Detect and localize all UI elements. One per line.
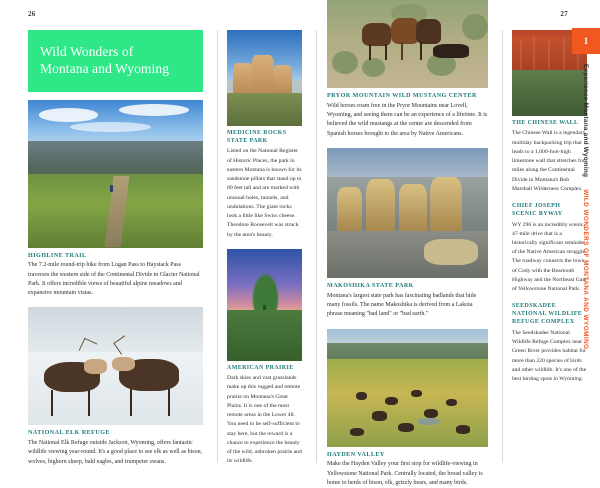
badlands-hoodoos-photo (327, 148, 488, 278)
entry-heading: THE CHINESE WALL (512, 120, 579, 126)
entry-medicine-rocks (227, 30, 302, 240)
side-tab-section-label: WILD WONDERS OF MONTANA AND WYOMING (582, 189, 590, 350)
entry-body: Make the Hayden Valley your first stop for wildlife-viewing in Yellowstone National Park. Centrally located, the broad valley is home to herds of bison, elk, grizzly bears, and many birds. (327, 461, 483, 486)
entry-heading: AMERICAN PRAIRIE (227, 364, 294, 371)
lone-tree-prairie-dusk-photo (227, 249, 302, 361)
entry-body: The Seedskadee National Wildlife Refuge Complex near Green River provides habitat for more than 220 species of birds and other wildlife. It's one of the best birding spots in Wyoming. (512, 329, 587, 382)
page-title-line-2: Montana and Wyoming (40, 61, 170, 77)
entry-body: Wild horses roam free in the Pryor Mountains near Lovell, Wyoming, and seeing them can be an experience of a lifetime. It is believed the wild mustangs at the center are descended from Spanish horses brought to the area by Native Americans. (327, 102, 488, 137)
sandstone-pillars-photo (227, 30, 302, 126)
entry-makoshika-state-park (327, 148, 488, 320)
side-tab-rail (572, 62, 600, 402)
wild-mustangs-photo (327, 0, 488, 88)
entry-heading: MAKOSHIKA STATE PARK (327, 282, 414, 289)
column-3 (316, 30, 488, 486)
entry-heading: PRYOR MOUNTAIN WILD MUSTANG CENTER (327, 93, 477, 99)
entry-highline-trail (28, 100, 203, 299)
hayden-valley-bison-photo (327, 329, 488, 447)
column-1 (28, 30, 203, 463)
entry-body: Montana's largest state park has fascinating badlands that hide many fossils. The name Makoshika is derived from a Lakota phrase meaning "bad land" or "bad earth." (327, 292, 477, 318)
entry-body: Listed on the National Register of Historic Places, the park in eastern Montana is known for its sandstone pillars that stand up to 80 feet tall and are marked with unusual holes, tunnels, and undulations. The giant rocks look a little like Swiss cheese. Theodore Roosevelt was struck by the area's beauty. (227, 148, 302, 238)
entry-hayden-valley (327, 329, 488, 488)
entry-body: Dark skies and vast grasslands make up this rugged and remote prairie on Montana's Great Plains. It is one of the most remote areas in the Lower 48. You need to be self-sufficient to stay here, but the reward is a chance to experience the beauty of the wild, unbroken prairie and its wildlife. (227, 375, 302, 465)
entry-body: The National Elk Refuge outside Jackson, Wyoming, offers fantastic wildlife viewing year-round. It's a good place to see elk as well as bison, wolves, bighorn sheep, bald eagles, and trumpeter swans. (28, 440, 203, 465)
entry-heading: CHIEF JOSEPH SCENIC BYWAY (512, 203, 563, 218)
side-tab-text (572, 62, 600, 402)
page-number-left: 26 (28, 10, 36, 18)
elk-in-snow-photo (28, 307, 203, 425)
page-number-right: 27 (560, 10, 568, 18)
entry-heading: MEDICINE ROCKS STATE PARK (227, 130, 287, 144)
entry-heading: NATIONAL ELK REFUGE (28, 430, 110, 437)
entry-heading: SEEDSKADEE NATIONAL WILDLIFE REFUGE COMPLEX (512, 303, 583, 326)
entry-heading: HIGHLINE TRAIL (28, 252, 87, 259)
entry-pryor-mountain-mustang-center (327, 0, 488, 139)
chapter-number-badge: 1 (572, 28, 600, 54)
alpine-meadow-hiker-photo (28, 100, 203, 248)
entry-body: The Chinese Wall is a legendary multiday backpacking trip that leads to a 1,000-foot-high limestone wall that stretches for miles along the Continental Divide in Montana's Bob Marshall Wilderness Complex. (512, 130, 586, 192)
side-tab-chapter-label: Experience Montana and Wyoming (582, 64, 590, 178)
entry-body: The 7.2-mile round-trip hike from Logan Pass to Haystack Pass traverses the western side of the Continental Divide in Glacier National Park. It offers incredible views of beautiful alpine meadows and expansive mountain vistas. (28, 262, 200, 297)
column-grid (0, 30, 600, 486)
entry-heading: HAYDEN VALLEY (327, 451, 385, 458)
chapter-side-tab (572, 0, 600, 463)
entry-body: WY 296 is an incredibly scenic, 47-mile drive that is a historically significant reminder of the Native American struggle. The roadway connects the town of Cody with the Beartooth Highway and the Northeast Gate of Yellowstone National Park. (512, 221, 587, 293)
entry-american-prairie (227, 249, 302, 467)
page-title-line-1: Wild Wonders of (40, 44, 134, 59)
page-title (28, 30, 203, 92)
entry-national-elk-refuge (28, 307, 203, 467)
column-2 (217, 30, 302, 463)
